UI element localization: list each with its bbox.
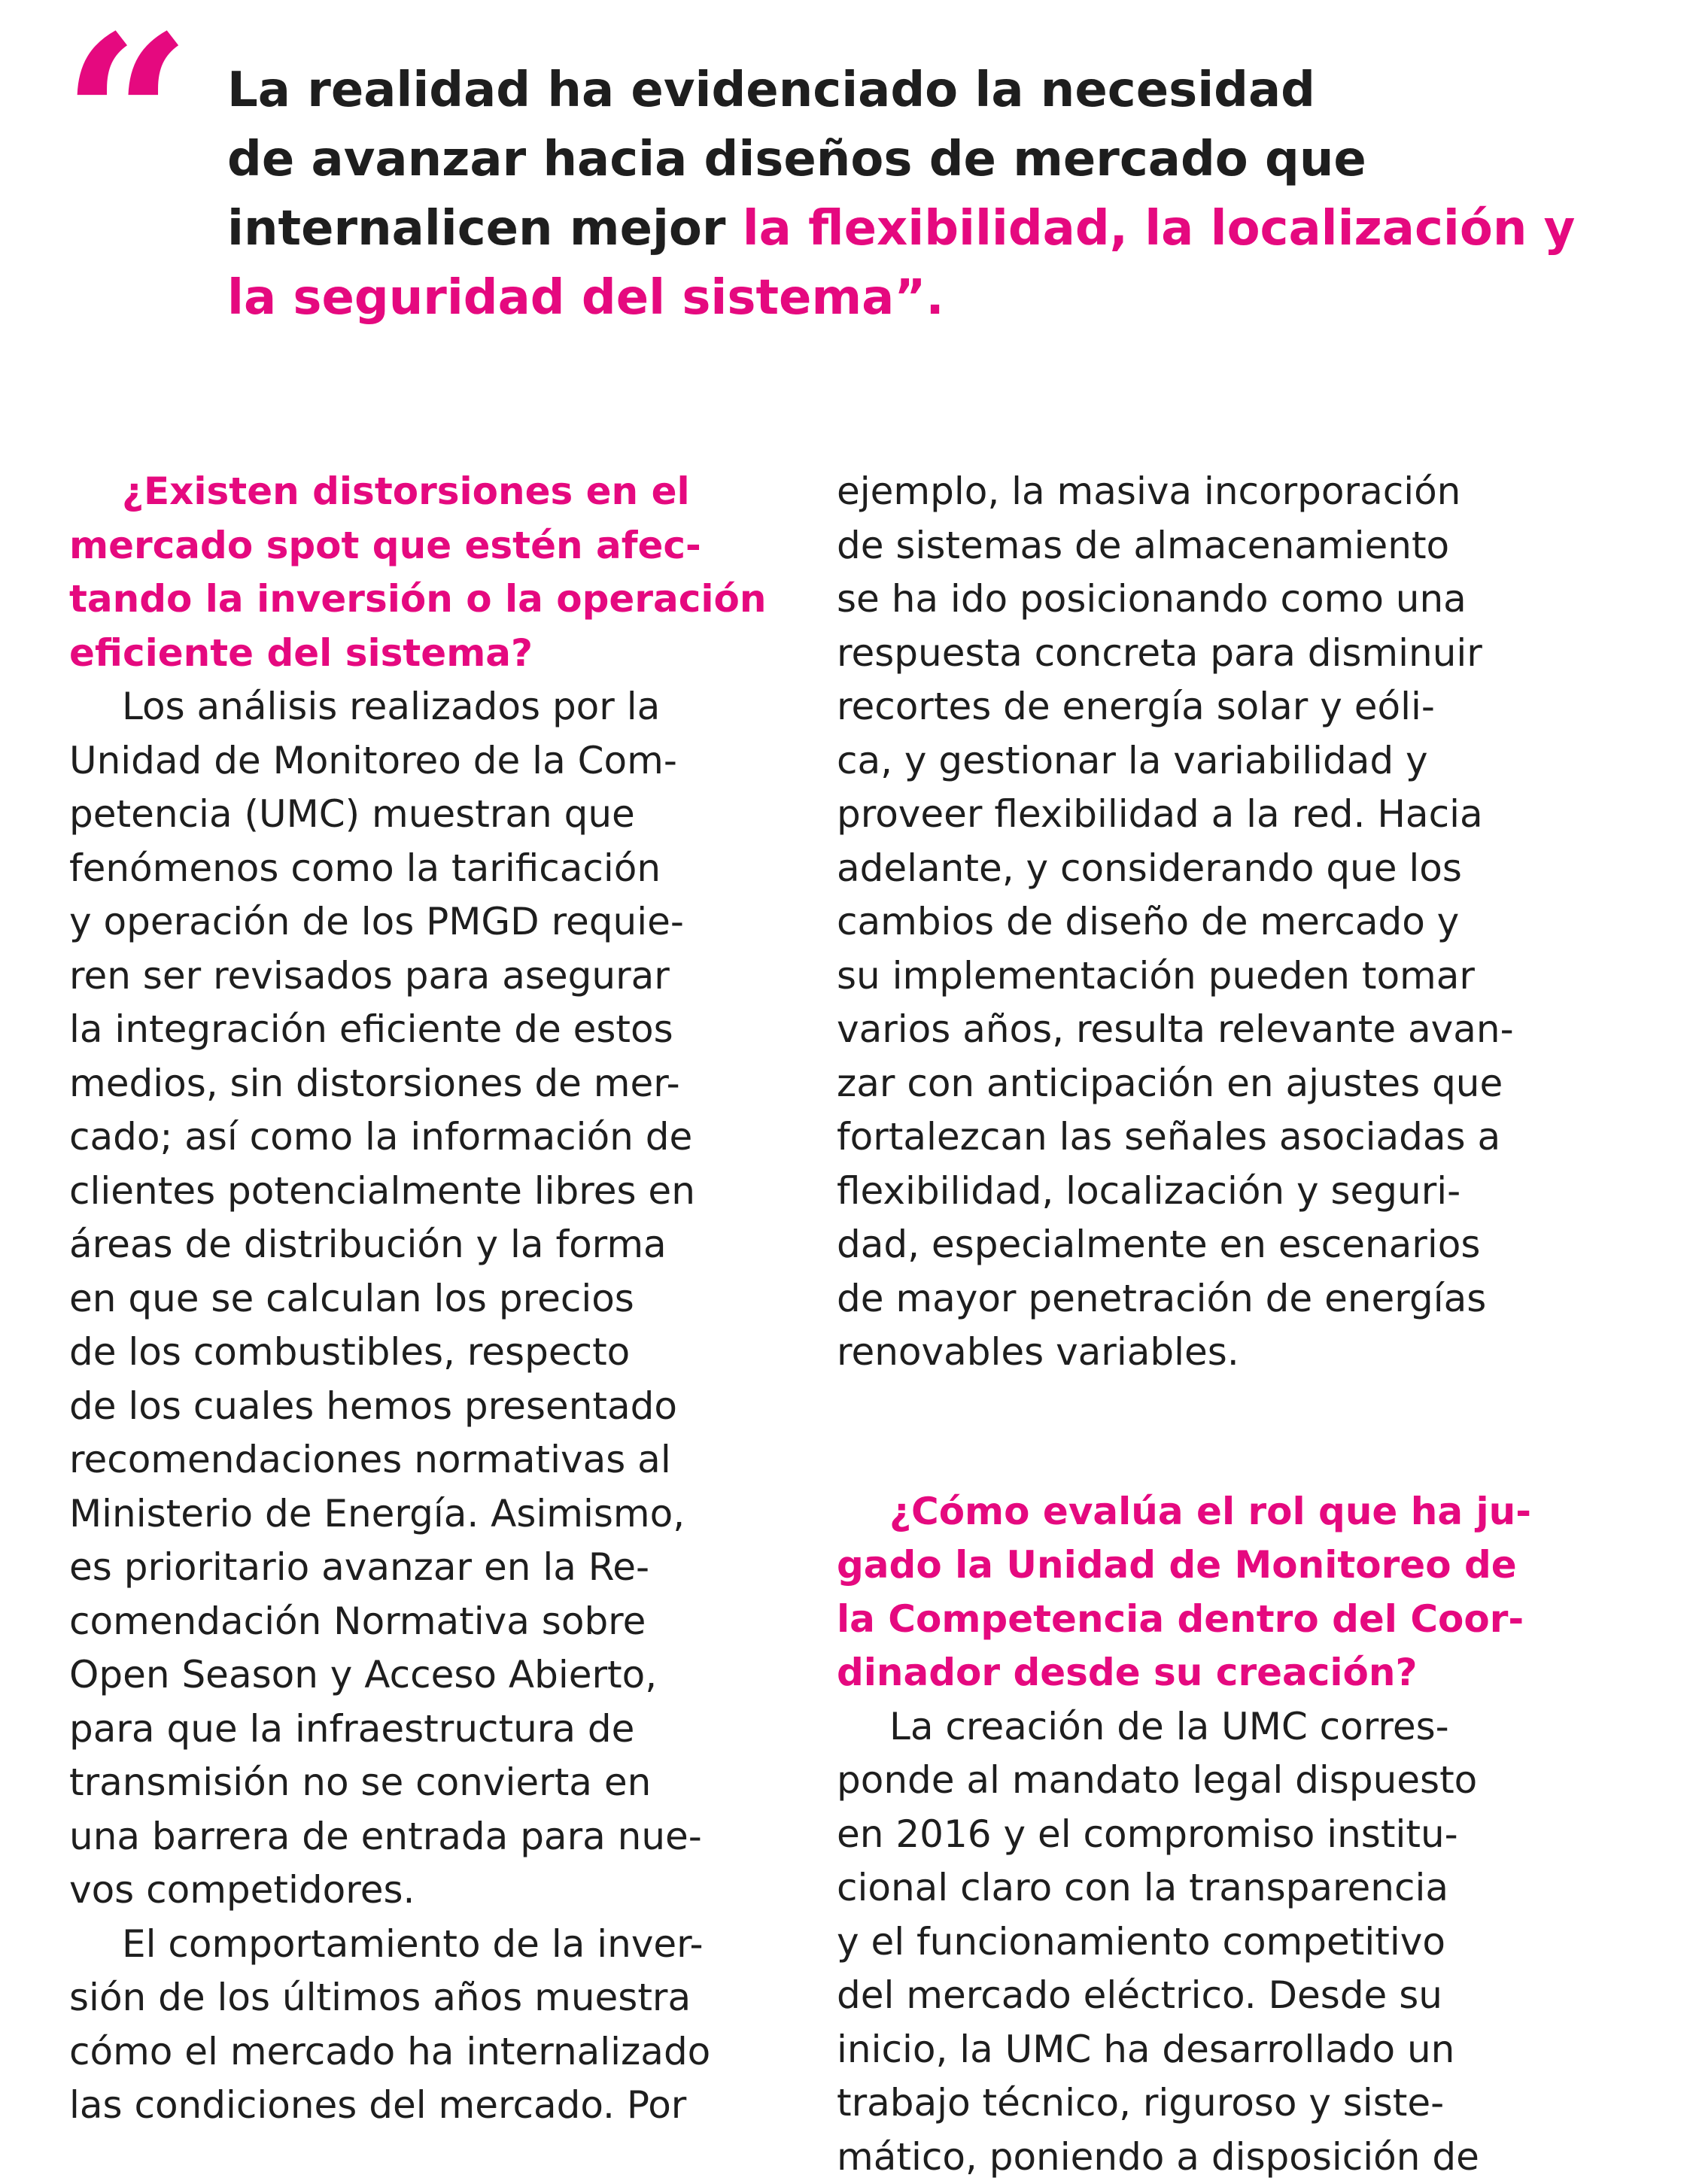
- question-heading: ¿Cómo evalúa el rol que ha ju- gado la Unidad de Monitoreo de la Competencia dentro del Coor- dinador desde su creación?: [837, 1485, 1559, 1700]
- answer-paragraph: Los análisis realizados por la Unidad de Monitoreo de la Com- petencia (UMC) muestran que fenómenos como la tarificación y operación de los PMGD requie- ren ser revisados para asegurar la integración eficiente de estos medios, sin distorsiones de mer- cado; así como la información de clientes potencialmente libres en áreas de distribución y la forma en que se calculan los precios de los combustibles, respecto de los cuales hemos presentado recomendaciones normativas al Ministerio de Energía. Asimismo, es prioritario avanzar en la Re- comendación Normativa sobre Open Season y Acceso Abierto, para que la infraestructura de transmisión no se convierta en una barrera de entrada para nue- vos competidores.: [69, 680, 777, 1918]
- answer-paragraph: El comportamiento de la inver- sión de los últimos años muestra cómo el mercado ha internalizado las condiciones del mercado. Por: [69, 1918, 777, 2133]
- pull-quote-highlight: la seguridad del sistema”.: [227, 270, 944, 326]
- right-column: [837, 465, 1559, 2184]
- pull-quote: [227, 56, 1627, 333]
- answer-paragraph-continued: ejemplo, la masiva incorporación de sistemas de almacenamiento se ha ido posicionando como una respuesta concreta para disminuir recortes de energía solar y eóli- ca, y gestionar la variabilidad y proveer flexibilidad a la red. Hacia adelante, y considerando que los cambios de diseño de mercado y su implementación pueden tomar varios años, resulta relevante avan- zar con anticipación en ajustes que fortalezcan las señales asociadas a flexibilidad, localización y seguri- dad, especialmente en escenarios de mayor penetración de energías renovables variables.: [837, 465, 1559, 1380]
- answer-paragraph: La creación de la UMC corres- ponde al mandato legal dispuesto en 2016 y el compromiso institu- cional claro con la transparencia y el funcionamiento competitivo del mercado eléctrico. Desde su inicio, la UMC ha desarrollado un trabajo técnico, riguroso y siste- mático, poniendo a disposición de: [837, 1700, 1559, 2184]
- section-gap: [837, 1380, 1559, 1485]
- pull-quote-highlight: la flexibilidad, la localización y: [743, 201, 1576, 257]
- left-column: [69, 465, 777, 2133]
- question-heading: ¿Existen distorsiones en el mercado spot que estén afec- tando la inversión o la operación eficiente del sistema?: [69, 465, 777, 680]
- pull-quote-line: internalicen mejor: [227, 201, 743, 257]
- pull-quote-line: La realidad ha evidenciado la necesidad: [227, 62, 1315, 118]
- pull-quote-line: de avanzar hacia diseños de mercado que: [227, 132, 1366, 187]
- quote-mark-icon: “: [62, 6, 192, 232]
